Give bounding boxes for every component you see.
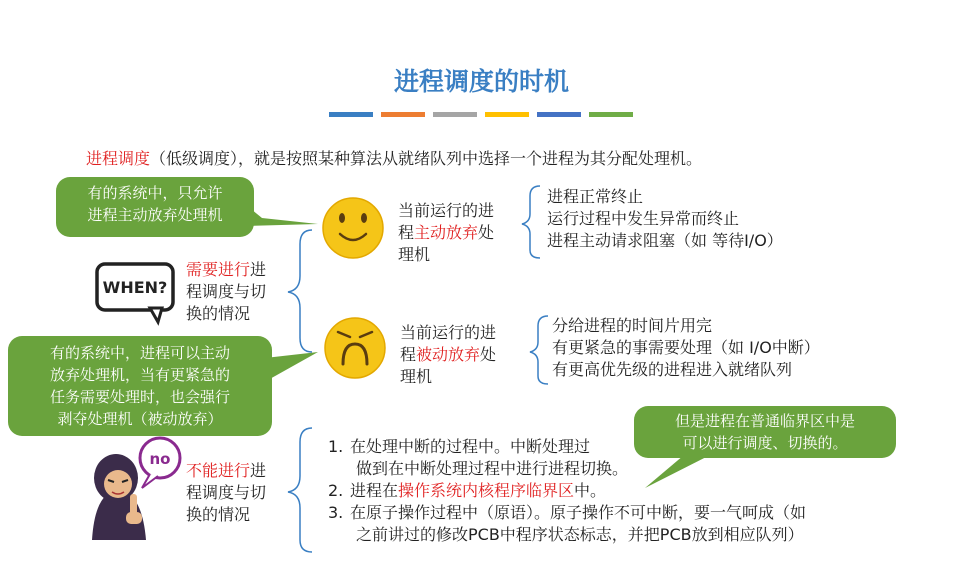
when-sign-label: WHEN? [102, 278, 168, 297]
active-post: 处 [478, 223, 495, 242]
list-item: 运行过程中发生异常而终止 [547, 209, 740, 228]
list-text: 进程在 [350, 481, 399, 500]
list-item: 有更紧急的事需要处理（如 I/O中断） [552, 338, 820, 357]
list-item [328, 480, 928, 502]
no-switch-label [186, 460, 266, 526]
callout-mid-tail [265, 352, 318, 380]
intro-highlight: 进程调度 [86, 149, 151, 168]
list-item [328, 524, 928, 546]
intro-rest: （低级调度），就是按照某种算法从就绪队列中选择一个进程为其分配处理机。 [150, 149, 703, 168]
active-reasons-list [547, 186, 783, 252]
no-switch-highlight: 不能进行 [186, 461, 251, 480]
callout-line: 可以进行调度、切换的。 [682, 434, 848, 452]
list-number: 2. [328, 481, 344, 500]
passive-line: 理机 [400, 367, 433, 386]
list-highlight: 操作系统内核程序临界区 [398, 481, 575, 500]
callout-line: 剥夺处理机（被动放弃） [57, 410, 223, 428]
list-item: 分给进程的时间片用完 [552, 316, 713, 335]
active-highlight: 主动放弃 [414, 223, 479, 242]
callout-line: 有的系统中，进程可以主动 [49, 344, 230, 362]
list-item: 有更高优先级的进程进入就绪队列 [552, 360, 793, 379]
need-switch-rest: 进 [250, 260, 267, 279]
passive-pre: 程 [400, 345, 417, 364]
callout-preemptive [8, 336, 272, 436]
passive-highlight: 被动放弃 [416, 345, 481, 364]
list-text: 做到在中断处理过程中进行进程切换。 [356, 459, 629, 478]
bracket-passive [530, 316, 548, 384]
list-item [328, 436, 928, 458]
list-text: 之前讲过的修改PCB中程序状态标志，并把PCB放到相应队列） [356, 525, 804, 544]
active-giveup-label [398, 200, 494, 266]
refusing-person-icon [92, 438, 180, 540]
active-pre: 程 [398, 223, 415, 242]
no-switch-line: 换的情况 [186, 505, 251, 524]
callout-line: 但是进程在普通临界区中是 [674, 412, 855, 430]
no-switch-rest: 进 [250, 461, 267, 480]
cannot-switch-list [328, 436, 928, 546]
need-switch-label [186, 259, 266, 325]
callout-line: 任务需要处理时，也会强行 [49, 388, 230, 406]
bracket-active [522, 186, 540, 258]
page-title: 进程调度的时机 [393, 67, 569, 96]
callout-line: 有的系统中，只允许 [87, 184, 223, 202]
passive-giveup-label [400, 322, 496, 388]
bracket-cannot [288, 428, 312, 552]
callout-active-only [56, 177, 254, 237]
list-item: 进程主动请求阻塞（如 等待I/O） [547, 231, 783, 250]
list-number: 1. [328, 437, 344, 456]
passive-reasons-list [552, 315, 820, 381]
need-switch-line: 换的情况 [186, 304, 251, 323]
need-switch-highlight: 需要进行 [186, 260, 251, 279]
list-item [328, 458, 928, 480]
passive-post: 处 [480, 345, 497, 364]
list-text: 中。 [574, 481, 607, 500]
bracket-need [288, 230, 312, 352]
active-line: 当前运行的进 [398, 201, 495, 220]
active-line: 理机 [398, 245, 431, 264]
frowning-face-icon [325, 318, 385, 378]
callout-line: 进程主动放弃处理机 [87, 206, 223, 224]
callout-line: 放弃处理机，当有更紧急的 [49, 366, 230, 384]
list-item: 进程正常终止 [547, 187, 644, 206]
list-number: 3. [328, 503, 344, 522]
list-item [328, 502, 928, 524]
list-text: 在处理中断的过程中。中断处理过 [350, 437, 591, 456]
no-bubble-label: no [149, 450, 171, 468]
smiley-icon [323, 198, 383, 258]
need-switch-line: 程调度与切 [186, 282, 267, 301]
when-sign-icon [97, 264, 173, 322]
list-text: 在原子操作过程中（原语）。原子操作不可中断，要一气呵成（如 [350, 503, 807, 522]
passive-line: 当前运行的进 [400, 323, 497, 342]
no-switch-line: 程调度与切 [186, 483, 267, 502]
